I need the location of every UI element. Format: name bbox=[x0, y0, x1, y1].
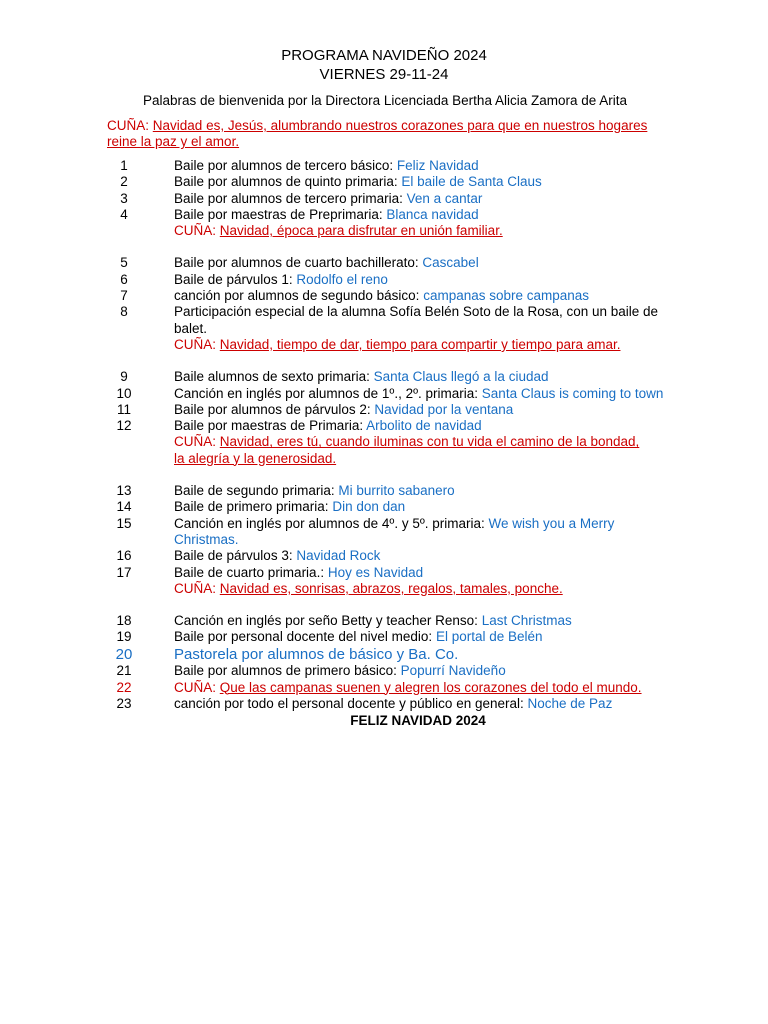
song-title: Last Christmas bbox=[481, 613, 572, 629]
item-text: Baile alumnos de sexto primaria: bbox=[174, 369, 370, 385]
item-number: 10 bbox=[116, 385, 132, 401]
song-title: Rodolfo el reno bbox=[296, 271, 388, 287]
song-title: Feliz Navidad bbox=[396, 158, 479, 173]
song-title: Santa Claus is coming to town bbox=[481, 385, 664, 401]
song-title: El portal de Belén bbox=[435, 629, 543, 645]
song-title: Navidad Rock bbox=[296, 548, 381, 564]
list-item bbox=[0, 646, 768, 664]
song-title: Mi burrito sabanero bbox=[338, 483, 455, 499]
cuna-block bbox=[174, 434, 649, 467]
cuna-text: Navidad es, Jesús, alumbrando nuestros corazones para que en nuestros hogares reine la paz y el amor. bbox=[107, 118, 648, 150]
item-number: 22 bbox=[116, 679, 132, 695]
item-text: Participación especial de la alumna Sofía Belén Soto de la Rosa, con un baile de balet. bbox=[174, 304, 659, 336]
list-item bbox=[0, 207, 768, 223]
song-title: Arbolito de navidad bbox=[366, 418, 482, 434]
item-number: 14 bbox=[116, 499, 132, 515]
item-number: 21 bbox=[116, 663, 132, 679]
list-item bbox=[0, 288, 768, 304]
item-number: 5 bbox=[120, 255, 128, 271]
item-text: Baile por alumnos de tercero primaria: bbox=[174, 190, 403, 206]
item-number: 18 bbox=[116, 613, 132, 629]
item-text: Baile por maestras de Primaria: bbox=[174, 418, 364, 434]
item-text: Canción en inglés por alumnos de 4º. y 5º. primaria: bbox=[174, 515, 485, 531]
closing-line: FELIZ NAVIDAD 2024 bbox=[350, 713, 486, 729]
list-item bbox=[0, 369, 768, 385]
item-text: Baile de párvulos 3: bbox=[174, 548, 293, 564]
song-title: campanas sobre campanas bbox=[423, 288, 590, 304]
list-item bbox=[0, 402, 768, 418]
item-number: 6 bbox=[120, 271, 128, 287]
song-title: We wish you a Merry Christmas. bbox=[174, 515, 615, 547]
list-item bbox=[0, 696, 768, 712]
item-number: 17 bbox=[116, 564, 132, 580]
cuna-block bbox=[174, 337, 649, 353]
item-number: 7 bbox=[120, 288, 128, 304]
item-number: 3 bbox=[120, 190, 128, 206]
item-number: 23 bbox=[116, 695, 132, 711]
item-text: Baile por maestras de Preprimaria: bbox=[174, 206, 383, 222]
song-title: Cascabel bbox=[422, 255, 479, 271]
list-item bbox=[0, 418, 768, 434]
item-text: Baile de párvulos 1: bbox=[174, 271, 293, 287]
cuna-text: Navidad es, sonrisas, abrazos, regalos, tamales, ponche. bbox=[219, 580, 563, 596]
item-text: Baile por alumnos de cuarto bachillerato: bbox=[174, 255, 423, 271]
list-item bbox=[0, 613, 768, 629]
item-number: 20 bbox=[115, 645, 133, 663]
song-title: El baile de Santa Claus bbox=[401, 174, 542, 190]
list-item bbox=[0, 516, 768, 549]
cuna-label: CUÑA: bbox=[174, 434, 217, 450]
song-title: Navidad por la ventana bbox=[374, 401, 514, 417]
item-text: Baile por alumnos de tercero básico: bbox=[174, 158, 394, 173]
list-item bbox=[0, 629, 768, 645]
song-title: Blanca navidad bbox=[386, 206, 479, 222]
item-text: canción por alumnos de segundo básico: bbox=[174, 288, 420, 304]
cuna-text: Navidad, tiempo de dar, tiempo para compartir y tiempo para amar. bbox=[219, 336, 621, 352]
list-item bbox=[0, 548, 768, 564]
song-title: Santa Claus llegó a la ciudad bbox=[373, 369, 549, 385]
item-text: Baile por alumnos de primero básico: bbox=[174, 663, 397, 679]
song-title: Hoy es Navidad bbox=[327, 564, 424, 580]
cuna-text: Navidad, eres tú, cuando iluminas con tu vida el camino de la bondad, la alegría y la generosidad. bbox=[174, 434, 640, 466]
song-title: Pastorela por alumnos de básico y Ba. Co. bbox=[174, 645, 459, 663]
item-text: Canción en inglés por alumnos de 1º., 2º. primaria: bbox=[174, 385, 479, 401]
item-text: Canción en inglés por seño Betty y teacher Renso: bbox=[174, 613, 478, 629]
list-item bbox=[0, 483, 768, 499]
item-number: 16 bbox=[116, 548, 132, 564]
song-title: Popurrí Navideño bbox=[400, 663, 506, 679]
item-text: Baile por alumnos de quinto primaria: bbox=[174, 174, 398, 190]
list-item bbox=[0, 272, 768, 288]
cuna-label: CUÑA: bbox=[174, 679, 217, 695]
list-item bbox=[0, 158, 768, 174]
program-title: PROGRAMA NAVIDEÑO 2024 bbox=[281, 47, 487, 64]
list-item bbox=[0, 499, 768, 515]
cuna-label: CUÑA: bbox=[174, 580, 217, 596]
cuna-block bbox=[174, 223, 649, 239]
program-list bbox=[0, 158, 768, 729]
item-number: 13 bbox=[116, 483, 132, 499]
item-text: Baile de cuarto primaria.: bbox=[174, 564, 325, 580]
item-text: Baile de primero primaria: bbox=[174, 499, 329, 515]
list-item bbox=[0, 663, 768, 679]
item-text: Baile por alumnos de párvulos 2: bbox=[174, 401, 371, 417]
item-number: 8 bbox=[120, 304, 128, 320]
list-item bbox=[0, 680, 768, 696]
cuna-label: CUÑA: bbox=[174, 223, 217, 239]
cuna-label: CUÑA: bbox=[174, 336, 217, 352]
item-number: 4 bbox=[120, 206, 128, 222]
list-item bbox=[0, 191, 768, 207]
cuna-text: Navidad, época para disfrutar en unión familiar. bbox=[219, 223, 503, 239]
item-number: 1 bbox=[120, 158, 128, 173]
item-number: 9 bbox=[120, 369, 128, 385]
list-item bbox=[0, 174, 768, 190]
cuna-intro bbox=[107, 118, 663, 151]
item-number: 19 bbox=[116, 629, 132, 645]
item-number: 12 bbox=[116, 418, 132, 434]
item-number: 11 bbox=[116, 401, 131, 417]
item-text: canción por todo el personal docente y público en general: bbox=[174, 695, 524, 711]
cuna-block bbox=[174, 581, 649, 597]
item-text: Baile de segundo primaria: bbox=[174, 483, 335, 499]
song-title: Din don dan bbox=[332, 499, 406, 515]
list-item bbox=[0, 255, 768, 271]
item-number: 2 bbox=[120, 174, 128, 190]
song-title: Noche de Paz bbox=[527, 695, 613, 711]
list-item bbox=[0, 565, 768, 581]
welcome-line: Palabras de bienvenida por la Directora Licenciada Bertha Alicia Zamora de Arita bbox=[142, 93, 628, 108]
cuna-label: CUÑA: bbox=[107, 118, 150, 133]
item-number: 15 bbox=[116, 515, 132, 531]
item-text: Baile por personal docente del nivel medio: bbox=[174, 629, 433, 645]
program-date: VIERNES 29-11-24 bbox=[319, 66, 449, 83]
list-item bbox=[0, 304, 768, 337]
song-title: Ven a cantar bbox=[406, 190, 483, 206]
cuna-text: Que las campanas suenen y alegren los corazones del todo el mundo. bbox=[219, 679, 642, 695]
list-item bbox=[0, 386, 768, 402]
